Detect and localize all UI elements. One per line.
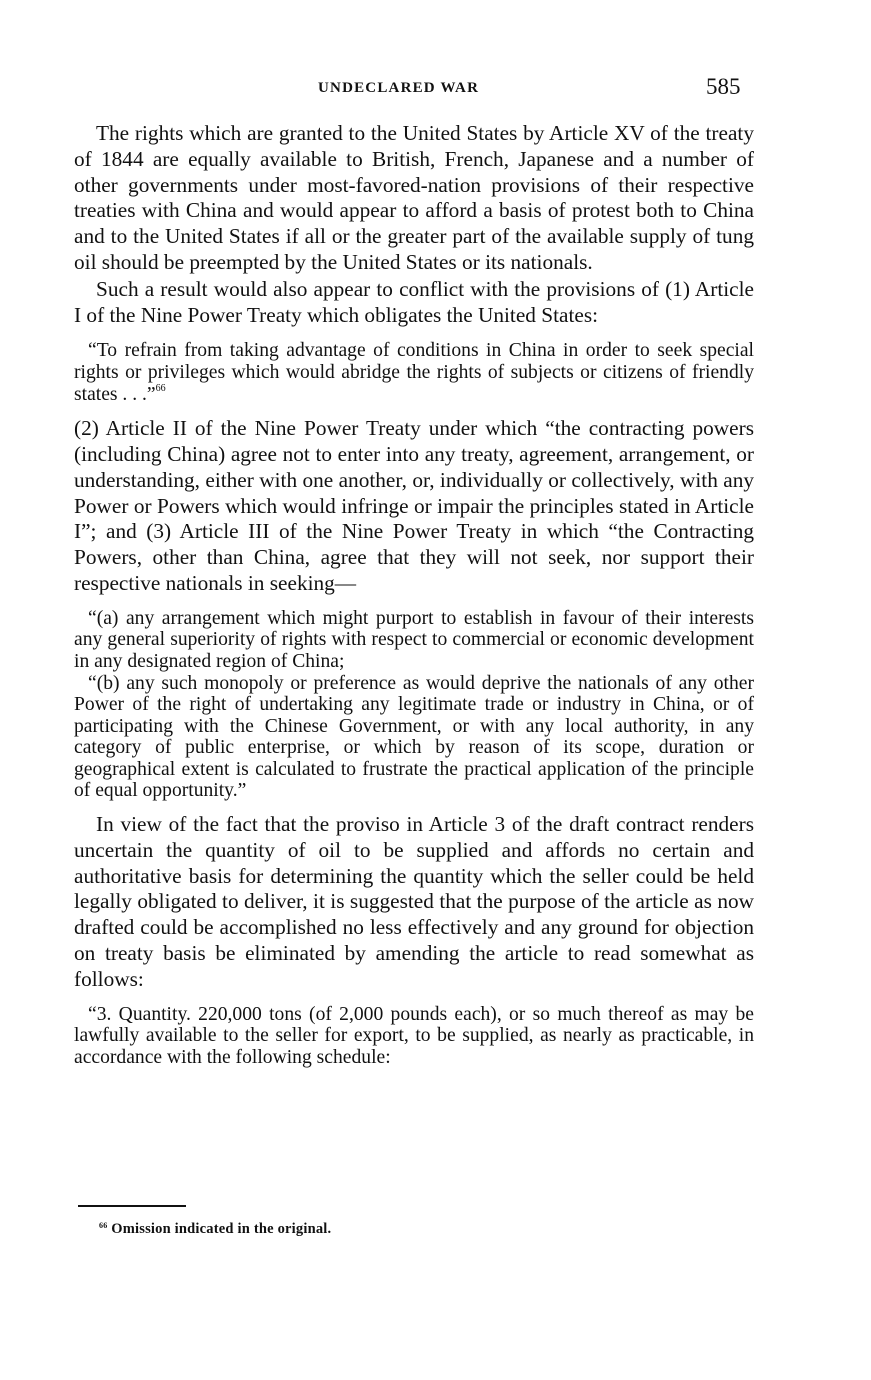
footnote-text: Omission indicated in the original. <box>111 1221 332 1237</box>
quote-clause-a: “(a) any arrangement which might purport to establish in favour of their interests any general superiority of rights with respect to commercial or economic development in any designated region of China; <box>74 607 754 672</box>
quote-quantity-clause: “3. Quantity. 220,000 tons (of 2,000 pounds each), or so much thereof as may be lawfully available to the seller for export, to be supplied, as nearly as practicable, in accordance with the following schedule: <box>74 1003 754 1068</box>
quote-clause-b: “(b) any such monopoly or preference as would deprive the nationals of any other Power of the right of undertaking any legitimate trade or industry in China, or of participating with the Chinese Government, or with any local authority, in any category of public enterprise, or which by reason of its scope, duration or geographical extent is calculated to frustrate the practical application of the principle of equal opportunity.” <box>74 672 754 802</box>
footnote-reference: 66 <box>155 382 166 394</box>
footnote-number: 66 <box>99 1221 108 1230</box>
body-text <box>74 121 754 1068</box>
quote-article-one <box>74 340 754 405</box>
paragraph-articles-two-three: (2) Article II of the Nine Power Treaty under which “the contracting powers (including China) agree not to enter into any treaty, agreement, arrangement, or understanding, either with one another, or, individually or collectively, with any Power or Powers which would infringe or impair the principles stated in Article I”; and (3) Article III of the Nine Power Treaty in which “the Contracting Powers, other than China, agree that they will not seek, nor support their respective nationals in seeking— <box>74 416 754 595</box>
paragraph-conflict: Such a result would also appear to conflict with the provisions of (1) Article I of the Nine Power Treaty which obligates the United States: <box>74 276 754 327</box>
paragraph-treaty-rights: The rights which are granted to the United States by Article XV of the treaty of 1844 are equally available to British, French, Japanese and a number of other governments under most-favored-nation provisions of their respective treaties with China and would appear to afford a basis of protest both to China and to the United States if all or the greater part of the available supply of tung oil should be preempted by the United States or its nationals. <box>74 121 754 274</box>
running-head: UNDECLARED WAR <box>318 80 480 96</box>
footnote <box>99 1221 331 1238</box>
page-number: 585 <box>706 74 741 99</box>
footnote-divider <box>78 1205 186 1207</box>
paragraph-proviso: In view of the fact that the proviso in Article 3 of the draft contract renders uncertain the quantity of oil to be supplied and affords no certain and authoritative basis for determining the quantity which the seller could be held legally obligated to deliver, it is suggested that the purpose of the article as now drafted could be accomplished no less effectively and any ground for objection on treaty basis be eliminated by amending the article to read somewhat as follows: <box>74 812 754 991</box>
quote-article-one-text: “To refrain from taking advantage of conditions in China in order to seek special rights or privileges which would abridge the rights of subjects or citizens of friendly states . . .” <box>74 340 754 405</box>
